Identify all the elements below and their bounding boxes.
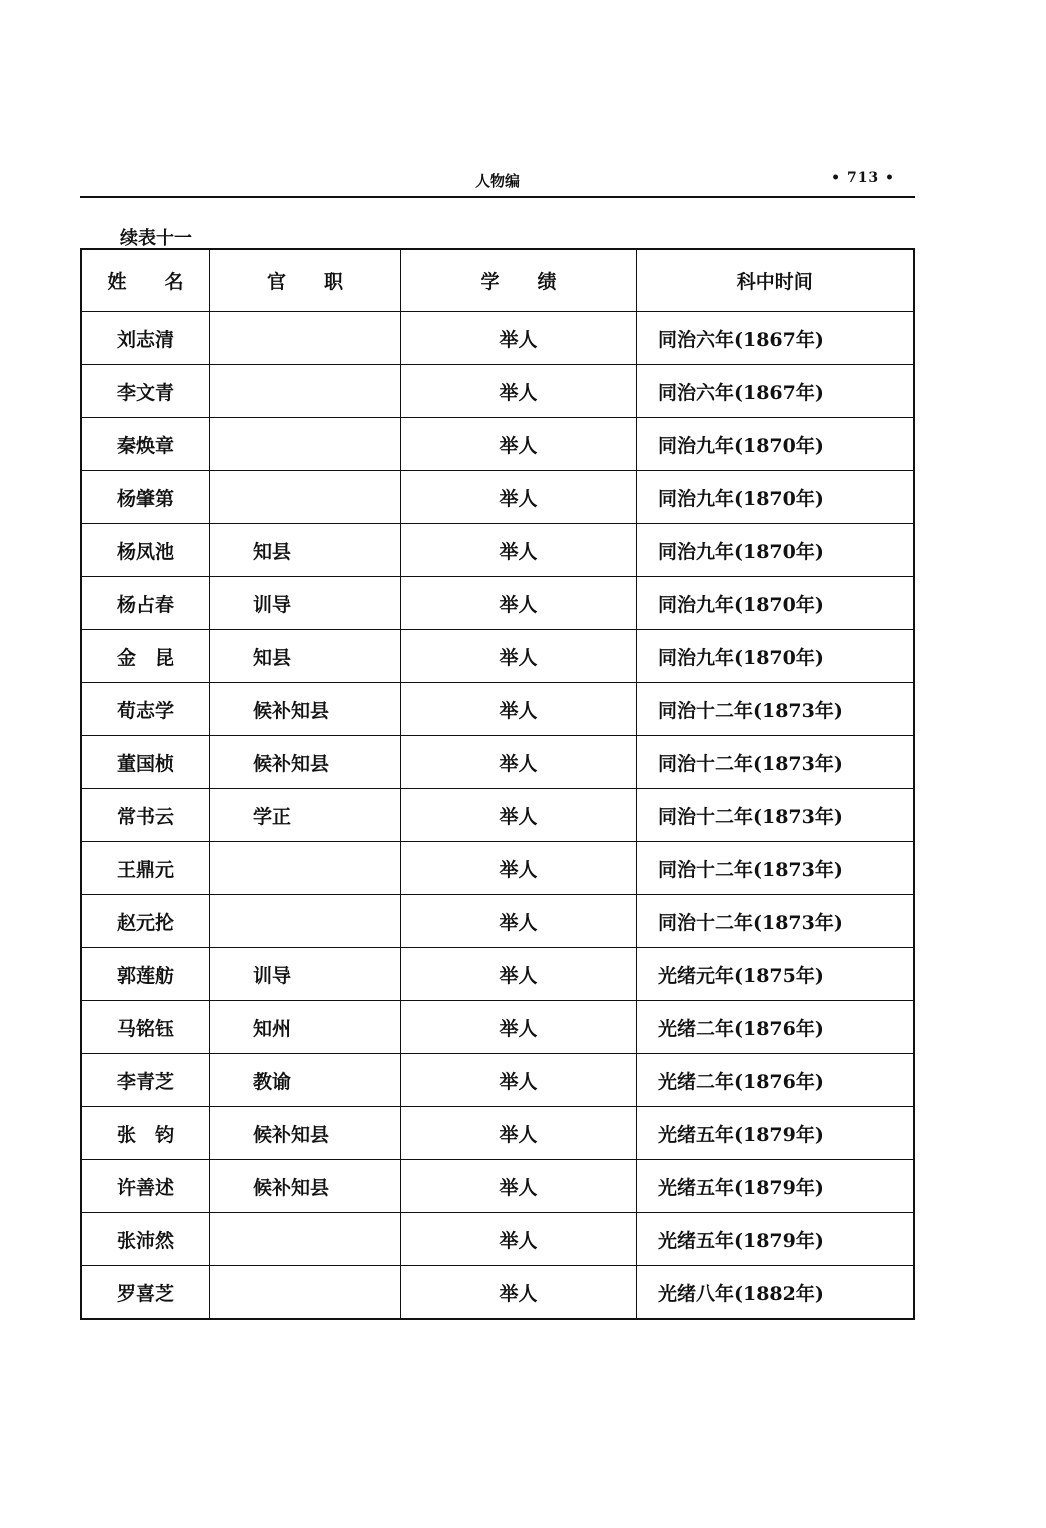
cell-exam-time: 同治九年(1870年) [637,471,914,524]
cell-exam-time: 同治九年(1870年) [637,630,914,683]
table-row [81,312,914,365]
cell-name: 马铭钰 [81,1001,210,1054]
cell-name: 李青芝 [81,1054,210,1107]
column-header-exam-time: 科中时间 [637,249,914,312]
table-row [81,683,914,736]
table-row [81,365,914,418]
column-header-office: 官 职 [210,249,401,312]
cell-office [210,418,401,471]
cell-office: 候补知县 [210,1107,401,1160]
cell-name: 荀志学 [81,683,210,736]
cell-exam-time: 光绪五年(1879年) [637,1213,914,1266]
cell-name: 赵元抡 [81,895,210,948]
table-row [81,630,914,683]
table-row [81,471,914,524]
cell-degree: 举人 [401,1054,637,1107]
cell-exam-time: 同治十二年(1873年) [637,683,914,736]
table-row [81,577,914,630]
table-row [81,1213,914,1266]
cell-exam-time: 光绪五年(1879年) [637,1107,914,1160]
cell-exam-time: 同治六年(1867年) [637,312,914,365]
table-header [81,249,914,312]
column-header-degree: 学 绩 [401,249,637,312]
cell-office: 教谕 [210,1054,401,1107]
cell-office: 训导 [210,577,401,630]
cell-exam-time: 同治九年(1870年) [637,524,914,577]
cell-office: 候补知县 [210,683,401,736]
header-row [81,249,914,312]
cell-name: 金 昆 [81,630,210,683]
cell-exam-time: 光绪二年(1876年) [637,1001,914,1054]
cell-office [210,1213,401,1266]
cell-office: 候补知县 [210,736,401,789]
cell-degree: 举人 [401,524,637,577]
table-row [81,895,914,948]
cell-degree: 举人 [401,683,637,736]
cell-degree: 举人 [401,630,637,683]
column-header-name: 姓 名 [81,249,210,312]
cell-name: 罗喜芝 [81,1266,210,1320]
table-row [81,948,914,1001]
section-title: 人物编 [474,172,520,190]
cell-office [210,471,401,524]
cell-office: 知县 [210,630,401,683]
cell-office: 学正 [210,789,401,842]
cell-name: 张 钧 [81,1107,210,1160]
cell-degree: 举人 [401,365,637,418]
cell-degree: 举人 [401,1266,637,1320]
cell-name: 秦焕章 [81,418,210,471]
cell-office: 候补知县 [210,1160,401,1213]
cell-degree: 举人 [401,842,637,895]
cell-office: 知州 [210,1001,401,1054]
cell-name: 刘志清 [81,312,210,365]
cell-exam-time: 同治十二年(1873年) [637,789,914,842]
cell-name: 王鼎元 [81,842,210,895]
cell-office [210,895,401,948]
table-caption: 续表十一 [120,228,192,249]
cell-exam-time: 同治九年(1870年) [637,418,914,471]
cell-degree: 举人 [401,418,637,471]
cell-degree: 举人 [401,1107,637,1160]
cell-exam-time: 同治六年(1867年) [637,365,914,418]
cell-name: 许善述 [81,1160,210,1213]
cell-degree: 举人 [401,471,637,524]
cell-name: 张沛然 [81,1213,210,1266]
cell-exam-time: 同治十二年(1873年) [637,736,914,789]
cell-degree: 举人 [401,1160,637,1213]
table-row [81,1266,914,1320]
table-row [81,418,914,471]
juren-table [80,248,915,1320]
cell-exam-time: 光绪八年(1882年) [637,1266,914,1320]
cell-exam-time: 光绪五年(1879年) [637,1160,914,1213]
cell-office: 知县 [210,524,401,577]
table-row [81,842,914,895]
cell-name: 杨占春 [81,577,210,630]
page-number: • 713 • [831,170,895,186]
cell-degree: 举人 [401,577,637,630]
cell-office [210,312,401,365]
table-row [81,1054,914,1107]
cell-name: 常书云 [81,789,210,842]
table-row [81,789,914,842]
table-row [81,736,914,789]
cell-degree: 举人 [401,789,637,842]
cell-exam-time: 同治十二年(1873年) [637,895,914,948]
cell-exam-time: 同治九年(1870年) [637,577,914,630]
cell-degree: 举人 [401,312,637,365]
cell-degree: 举人 [401,895,637,948]
table-row [81,524,914,577]
cell-degree: 举人 [401,1213,637,1266]
cell-degree: 举人 [401,736,637,789]
cell-office: 训导 [210,948,401,1001]
table-row [81,1107,914,1160]
table-row [81,1160,914,1213]
cell-name: 郭莲舫 [81,948,210,1001]
cell-office [210,842,401,895]
cell-exam-time: 同治十二年(1873年) [637,842,914,895]
table-body [81,312,914,1320]
cell-exam-time: 光绪元年(1875年) [637,948,914,1001]
cell-name: 董国桢 [81,736,210,789]
cell-office [210,1266,401,1320]
cell-exam-time: 光绪二年(1876年) [637,1054,914,1107]
page-header [80,166,915,198]
cell-name: 李文青 [81,365,210,418]
cell-name: 杨凤池 [81,524,210,577]
cell-name: 杨肇第 [81,471,210,524]
table-row [81,1001,914,1054]
cell-office [210,365,401,418]
cell-degree: 举人 [401,1001,637,1054]
cell-degree: 举人 [401,948,637,1001]
